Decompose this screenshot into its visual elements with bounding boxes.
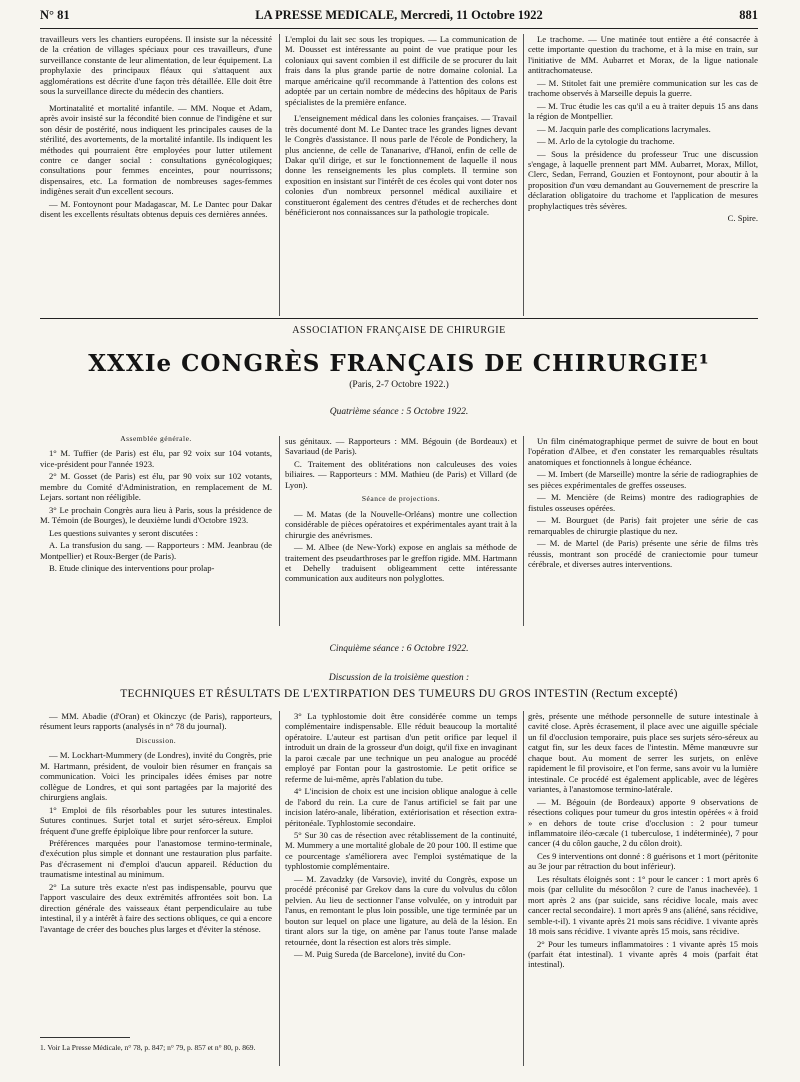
column-divider (279, 711, 280, 1066)
top-column-3 (528, 34, 758, 226)
paragraph: 2° La suture très exacte n'est pas indispensable, pourvu que l'apport vasculaire des deux extrémités affrontées soit bon. La direction générale des vaisseaux étant perpendiculaire au tube intestinal, il y a intérêt à faire des sections obliques, ce qui a encore l'avantage de créer des bouches plus larges et d'éviter la sténose. (40, 881, 272, 934)
paragraph: Mortinatalité et mortalité infantile. — MM. Noque et Adam, après avoir insisté sur la fécondité bien connue de l'indigène et sur son désir de postérité, nous indiquent les principales causes de la stérilité, des avortements, de la mortalité infantile. Ils indiquent les méthodes qui pourraient être employées pour lutter utilement contre ce danger social : consultations gynécologiques; consultations pour femmes enceintes, pour nourrissons; dispensaires, etc. La formation de nombreuses sages-femmes indigènes serait d'un excellent secours. (40, 102, 272, 197)
paragraph: — M. Puig Sureda (de Barcelone), invité du Con- (294, 948, 466, 959)
paragraph: — M. Imbert (de Marseille) montre la série de radiographies de ses pièces expérimentales de greffes osseuses. (528, 469, 758, 490)
paragraph: Préférences marquées pour l'anastomose termino-terminale, d'exécution plus simple et donnant une restauration plus parfaite. Pas d'écrasement ni d'emploi d'aucun appareil. Réduction du traumatisme intestinal au minimum. (40, 837, 272, 880)
page-number: 881 (739, 8, 758, 22)
session-five-heading: Cinquième séance : 6 Octobre 1922. (329, 644, 469, 654)
column-divider (523, 711, 524, 1066)
paragraph: 4° L'incision de choix est une incision oblique analogue à celle de l'abord du rein. La cure de l'anus artificiel se fait par une incision latéro-anale, libération, extériorisation et résection extra-péritonéale. Typhlostomie secondaire. (285, 786, 517, 828)
paragraph: 1° Emploi de fils résorbables pour les sutures intestinales. Sutures continues. Surjet total et surjet séro-séreux. Emploi fréquent d'une greffe épiploïque libre pour renforcer la suture. (40, 804, 272, 836)
paragraph: — M. Bourguet (de Paris) fait projeter une série de cas remarquables de chirurgie plastique du nez. (528, 515, 758, 536)
paragraph: — M. Truc étudie les cas qu'il a eu à traiter depuis 15 ans dans la région de Montpellier. (528, 100, 758, 122)
journal-title: LA PRESSE MEDICALE, Mercredi, 11 Octobre 1922 (255, 8, 543, 22)
paragraph: Les résultats éloignés sont : 1° pour le cancer : 1 mort après 6 mois (par cellulite du mésocôlon ? cure de l'anus inachevée). 1 mort après 2 ans (par suicide, sans récidive locale, mais avec cancer rectal secondaire). 1 mort après 9 ans (aliéné, sans récidive, semble-t-il). 1 vivante après 21 mois sans récidive. 1 vivante après 18 mois sans récidive. 1 vivante après 15 mois, sans récidive. (528, 873, 758, 937)
topic-title: TECHNIQUES ET RÉSULTATS DE L'EXTIRPATION DES TUMEURS DU GROS INTESTIN (Rectum excepté) (120, 688, 678, 700)
paragraph: — M. Bégouin (de Bordeaux) apporte 9 observations de résections coliques pour tumeur du gros intestin opérées « à froid » en dehors de toute crise d'occlusion : 2 pour tumeur inflammatoire iléo-cæcale (1 tuberculose, 1 indéterminée), 7 pour cancer (4 du côlon gauche, 2 du côlon droit). (528, 796, 758, 849)
discussion-label: Discussion de la troisième question : (328, 673, 470, 683)
congress-dates: (Paris, 2-7 Octobre 1922.) (349, 380, 449, 390)
paragraph: — M. Fontoynont pour Madagascar, M. Le Dantec pour Dakar disent les excellents résultats obtenus depuis ces dernières années. (40, 198, 272, 220)
paragraph: Le trachome. — Une matinée tout entière a été consacrée à cette importante question du trachome, et à la mise en train, sur l'initiative de MM. Aubarret et Morax, de la ligue nationale antitrachomateuse. (528, 34, 758, 76)
paragraph: 1° M. Tuffier (de Paris) est élu, par 92 voix sur 104 votants, vice-président pour l'année 1923. (40, 448, 272, 469)
mid-column-3 (528, 436, 758, 571)
paragraph: 2° M. Gosset (de Paris) est élu, par 90 voix sur 102 votants, membre du Comité d'Administration, en remplacement de M. Lejars. sortant non rééligible. (40, 471, 272, 503)
paragraph: 5° Sur 30 cas de résection avec rétablissement de la continuité, M. Mummery a une mortalité globale de 20 pour 100. Il estime que ce pourcentage s'améliorera avec l'emploi systématique de la typhlostomie complémentaire. (285, 829, 517, 872)
bottom-column-1 (40, 711, 272, 936)
paragraph: — M. Matas (de la Nouvelle-Orléans) montre une collection considérable de pièces opératoires et expérimentales ayant trait à la chirurgie des anévrismes. (285, 508, 517, 540)
paragraph: — M. Jacquin parle des complications lacrymales. (537, 123, 711, 134)
paragraph: — MM. Abadie (d'Oran) et Okinczyc (de Paris), rapporteurs, résument leurs rapports (analysés in n° 78 du journal). (40, 711, 272, 732)
congress-title: XXXIe CONGRÈS FRANÇAIS DE CHIRURGIE¹ (88, 350, 710, 377)
paragraph: travailleurs vers les chantiers européens. Il insiste sur la nécessité de la création de villages spéciaux pour ces travailleurs, d'une surveillance constante de leur alimentation, de leur équipement. La prophylaxie des principaux fléaux qui s'attaquent aux agglomérations est décrite d'une façon très détaillée. Elle doit être sous la surveillance directe du médecin des chantiers. (40, 34, 272, 97)
association-heading: ASSOCIATION FRANÇAISE DE CHIRURGIE (292, 325, 506, 336)
mid-column-2 (285, 436, 517, 586)
paragraph: Ces 9 interventions ont donné : 8 guérisons et 1 mort (péritonite au 3e jour par rétraction du bout inférieur). (528, 850, 758, 872)
paragraph: — M. Arlo de la cytologie du trachome. (537, 136, 675, 147)
section-rule (40, 318, 758, 319)
paragraph: — M. Stitolet fait une première communication sur les cas de trachome observés à Marseille depuis la guerre. (528, 77, 758, 99)
session-four-heading: Quatrième séance : 5 Octobre 1922. (329, 407, 469, 417)
paragraph: Les questions suivantes y seront discutées : (49, 527, 198, 538)
subheading: Assemblée générale. (120, 434, 192, 443)
paragraph: Un film cinématographique permet de suivre de bout en bout l'opération d'Albee, et d'en constater les remarquables résultats anatomiques et fonctionnels à longue échéance. (528, 436, 758, 467)
subheading: Séance de projections. (361, 494, 441, 504)
paragraph: C. Traitement des oblitérations non calculeuses des voies biliaires. — Rapporteurs : MM. Mathieu (de Paris) et Villard (de Lyon). (285, 458, 517, 490)
paragraph: — Sous la présidence du professeur Truc une discussion s'engage, à laquelle prennent part MM. Aubarret, Morax, Millot, Clerc, Sedan, Ferrand, Gouzien et Fontoynont, pour aboutir à la proposition d'un vœu demandant au Gouvernement de prescrire la déclaration obligatoire du trachome et l'application de mesures prophylactiques très sévères. (528, 148, 758, 211)
paragraph: — M. Lockhart-Mummery (de Londres), invité du Congrès, prie M. Hartmann, président, de vouloir bien résumer en français sa communication. Voici les principales idées émises par notre collègue de Londres, et qui sont partagées par la majorité des chirurgiens anglais. (40, 750, 272, 803)
column-divider (279, 436, 280, 626)
author-signature: C. Spire. (727, 213, 758, 224)
top-column-1 (40, 34, 272, 222)
column-divider (523, 34, 524, 316)
paragraph: A. La transfusion du sang. — Rapporteurs : MM. Jeanbrau (de Montpellier) et Roux-Berger (de Paris). (40, 540, 272, 561)
mid-column-1 (40, 430, 272, 575)
bottom-column-3 (528, 711, 758, 972)
subheading: Discussion. (135, 735, 177, 745)
footnote-rule (40, 1037, 130, 1038)
paragraph: grès, présente une méthode personnelle de suture intestinale à cavité close. Après écrasement, il place avec une aiguille spéciale un fil d'occlusion temporaire, puis place ses surjets séro-séreux au catgut fin, sur les deux faces de l'intestin. Même manœuvre sur chaque bout. Au moment de serrer les surjets, on enlève rapidement le fil provisoire, et l'on ferme, sans avoir vu la lumière intestinale. Ce procédé est également applicable, avec de légères variantes, à l'anastomose termino-latérale. (528, 711, 758, 795)
column-divider (279, 34, 280, 316)
paragraph: L'enseignement médical dans les colonies françaises. — Travail très documenté dont M. Le Dantec trace les grandes lignes devant le Congrès d'assistance. Il nous parle de l'école de Pondichery, la plus ancienne, de celle de Tananarive, d'Hanoï, enfin de celle de Dakar qu'il dirige, et sur le fonctionnement de laquelle il nous donne les renseignements les plus complets. Il termine son exposition en insistant sur l'intérêt de ces écoles qui vont doter nos colonies d'un nombreux personnel médical auxiliaire et constitueront également des centres d'études et de recherches dont bénéficieront nos connaissances sur la pathologie tropicale. (285, 113, 517, 218)
footnote: 1. Voir La Presse Médicale, n° 78, p. 847; n° 79, p. 857 et n° 80, p. 869. (40, 1043, 256, 1052)
header-rule (40, 28, 758, 29)
paragraph: sus génitaux. — Rapporteurs : MM. Bégouin (de Bordeaux) et Savariaud (de Paris). (285, 436, 517, 457)
bottom-column-2 (285, 711, 517, 961)
paragraph: — M. de Martel (de Paris) présente une série de films très réussis, montrant son procédé de craniectomie pour tumeur cérébrale, et diverses autres interventions. (528, 538, 758, 569)
column-divider (523, 436, 524, 626)
issue-number: N° 81 (40, 8, 70, 22)
paragraph: — M. Albee (de New-York) expose en anglais sa méthode de traitement des pseudarthroses par le greffon rigide. MM. Hartmann et Dehelly traduisent obligeamment cette intéressante communication aux auditeurs non polyglottes. (285, 542, 517, 584)
paragraph: 2° Pour les tumeurs inflammatoires : 1 vivante après 15 mois (parfait état intestinal). 1 vivante après 4 mois (parfait état intestinal). (528, 938, 758, 970)
paragraph: 3° La typhlostomie doit être considérée comme un temps complémentaire indispensable. Elle réduit beaucoup la mortalité opératoire. L'auteur est partisan d'un petit orifice par lequel il introduit un drain de la grosseur d'un doigt, qu'il fixe en invaginant la paroi cæcale par une technique un peu analogue au procédé employé par Fontan pour la gastrostomie. Le petit orifice se referme de lui-même, après l'ablation du tube. (285, 711, 517, 784)
paragraph: L'emploi du lait sec sous les tropiques. — La communication de M. Dousset est intéressante au point de vue pratique pour les coloniaux qui savent combien il est difficile de se procurer du lait frais dans la plus grande partie de notre domaine colonial. La marque américaine qu'il recommande à l'attention des colons est adoptée par un certain nombre de médecins des hôpitaux de Paris spécialistes de la première enfance. (285, 34, 517, 107)
paragraph: — M. Zavadzky (de Varsovie), invité du Congrès, expose un procédé préconisé par Grekov dans la cure du volvulus du côlon pelvien. Au lieu de sectionner l'anse volvulée, on y introduit par l'anus, en remontant le plus loin possible, une tige terminée par un bouton sur lequel on place une ligature, au delà de la lésion. En tirant alors sur la tige, on amène par l'anus toute l'anse malade retournée, dont la résection est alors très simple. (285, 873, 517, 947)
top-column-2 (285, 34, 517, 220)
paragraph: 3° Le prochain Congrès aura lieu à Paris, sous la présidence de M. Témoin (de Bourges), le deuxième lundi d'Octobre 1923. (40, 504, 272, 526)
paragraph: — M. Mencière (de Reims) montre des radiographies de fistules osseuses opérées. (528, 492, 758, 513)
paragraph: B. Etude clinique des interventions pour prolap- (49, 562, 215, 573)
page-header (40, 8, 758, 26)
